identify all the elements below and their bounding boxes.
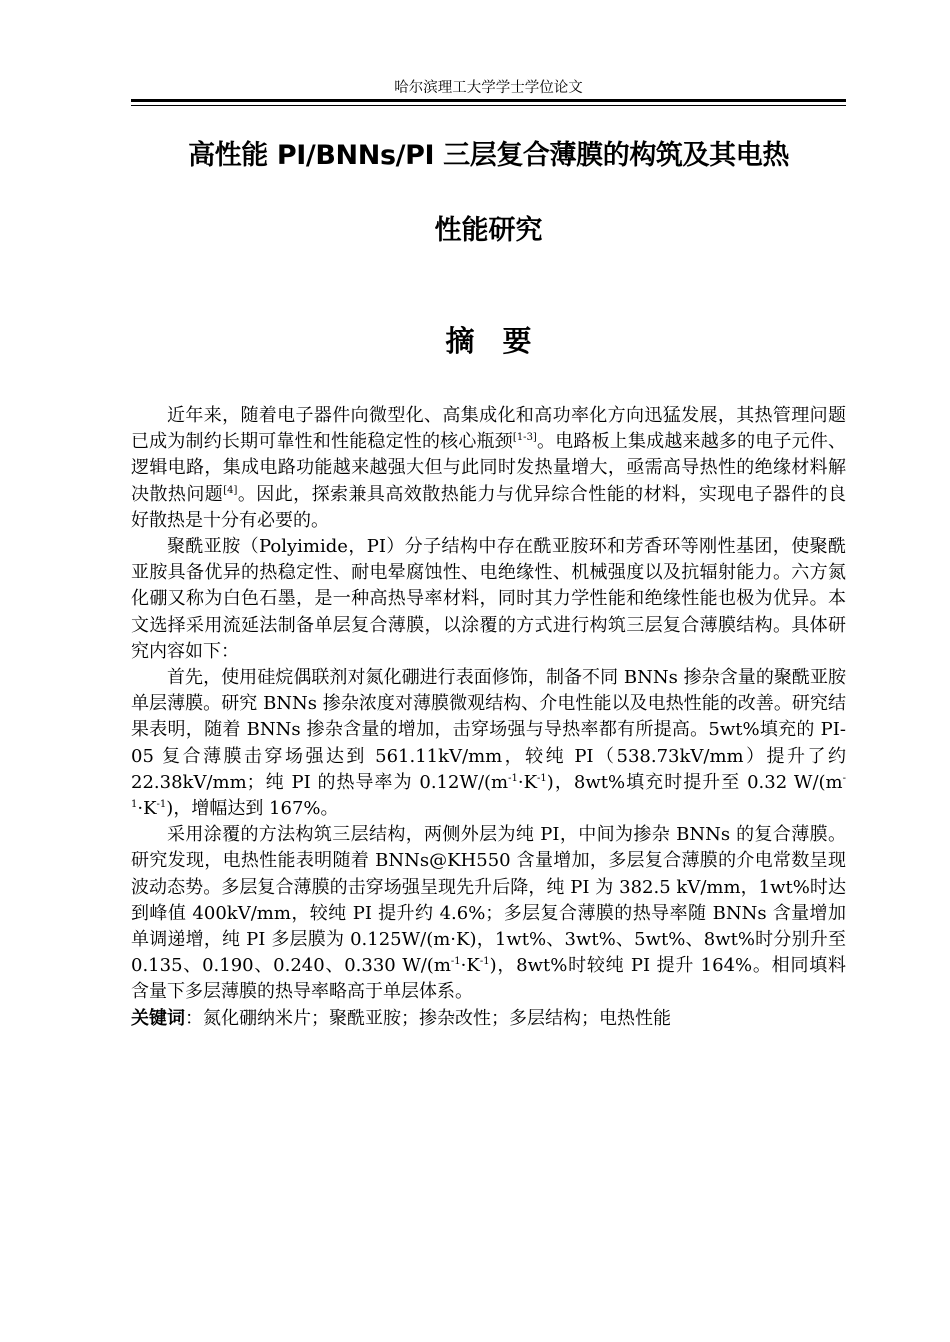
thesis-title-line-1: 高性能 PI/BNNs/PI 三层复合薄膜的构筑及其电热 [188, 140, 789, 171]
header-rule-thin [131, 105, 846, 106]
superscript: -1 [131, 772, 846, 811]
p3-text-e: )，增幅达到 167%。 [166, 798, 339, 820]
p4-text-a: 采用涂覆的方法构筑三层结构，两侧外层为纯 PI，中间为掺杂 BNNs 的复合薄膜。研究发现，电热性能表明随着 BNNs@KH550 含量增加，多层复合薄膜的介电常数呈现波动态势。多层复合薄膜的击穿场强呈现先升后降，纯 PI 为 382.5 kV/mm，1wt%时达到峰值 400kV/mm，较纯 PI 提升约 4.6%；多层复合薄膜的热导率随 BNNs 含量增加单调递增，纯 PI 多层膜为 0.125W/(m·K)，1wt%、3wt%、5wt%、8wt%时分别升至 0.135、0.190、0.240、0.330 W/(m [131, 824, 846, 977]
p3-text-b: ·K [517, 771, 538, 793]
p1-text-b: 。电路板上集成越来越多的电子元件、逻辑电路，集成电路功能越来越强大但与此同时发热量增大，亟需高导热性的绝缘材料解决散热问题 [131, 431, 846, 505]
p4-text-c: )，8wt%时较纯 PI 提升 164%。相同填料含量下多层薄膜的热导率略高于单层体系。 [131, 955, 846, 1003]
abstract-body [131, 403, 846, 1032]
keywords-colon: ： [185, 1007, 203, 1029]
keywords-label: 关键词 [131, 1007, 185, 1029]
abstract-paragraph-4 [131, 822, 846, 1005]
p3-text-a: 首先，使用硅烷偶联剂对氮化硼进行表面修饰，制备不同 BNNs 掺杂含量的聚酰亚胺单层薄膜。研究 BNNs 掺杂浓度对薄膜微观结构、介电性能以及电热性能的改善。研究结果表明，随着 BNNs 掺杂含量的增加，击穿场强与导热率都有所提高。5wt%填充的 PI-05 复合薄膜击穿场强达到 561.11kV/mm，较纯 PI（538.73kV/mm）提升了约 22.38kV/mm；纯 PI 的热导率为 0.12W/(m [131, 667, 846, 793]
superscript: -1 [479, 956, 490, 968]
keywords-text: 氮化硼纳米片；聚酰亚胺；掺杂改性；多层结构；电热性能 [203, 1007, 671, 1029]
running-header: 哈尔滨理工大学学士学位论文 [394, 80, 583, 96]
abstract-paragraph-3 [131, 665, 846, 822]
superscript: -1 [537, 772, 547, 784]
thesis-title-line-2: 性能研究 [434, 215, 543, 246]
citation-ref: [4] [223, 484, 238, 496]
p3-text-c: )，8wt%填充时提升至 0.32 W/(m [546, 771, 843, 793]
p1-text-a: 近年来，随着电子器件向微型化、高集成化和高功率化方向迅猛发展，其热管理问题已成为制约长期可靠性和性能稳定性的核心瓶颈 [131, 405, 846, 453]
p3-text-d: ·K [137, 798, 157, 820]
superscript: -1 [450, 956, 461, 968]
p4-text-b: ·K [460, 955, 480, 977]
keywords-line [131, 1006, 846, 1032]
abstract-paragraph-2: 聚酰亚胺（Polyimide，PI）分子结构中存在酰亚胺环和芳香环等刚性基团，使聚酰亚胺具备优异的热稳定性、耐电晕腐蚀性、电绝缘性、机械强度以及抗辐射能力。六方氮化硼又称为白色石墨，是一种高热导率材料，同时其力学性能和绝缘性能也极为优异。本文选择采用流延法制备单层复合薄膜，以涂覆的方式进行构筑三层复合薄膜结构。具体研究内容如下： [131, 536, 846, 662]
superscript: -1 [508, 772, 518, 784]
abstract-heading: 摘要 [445, 324, 560, 358]
p1-text-c: 。因此，探索兼具高效散热能力与优异综合性能的材料，实现电子器件的良好散热是十分有必要的。 [131, 483, 847, 531]
abstract-paragraph-1 [131, 403, 846, 534]
superscript: -1 [156, 799, 167, 811]
header-rule-thick [131, 99, 846, 102]
citation-ref: [1-3] [512, 432, 537, 444]
